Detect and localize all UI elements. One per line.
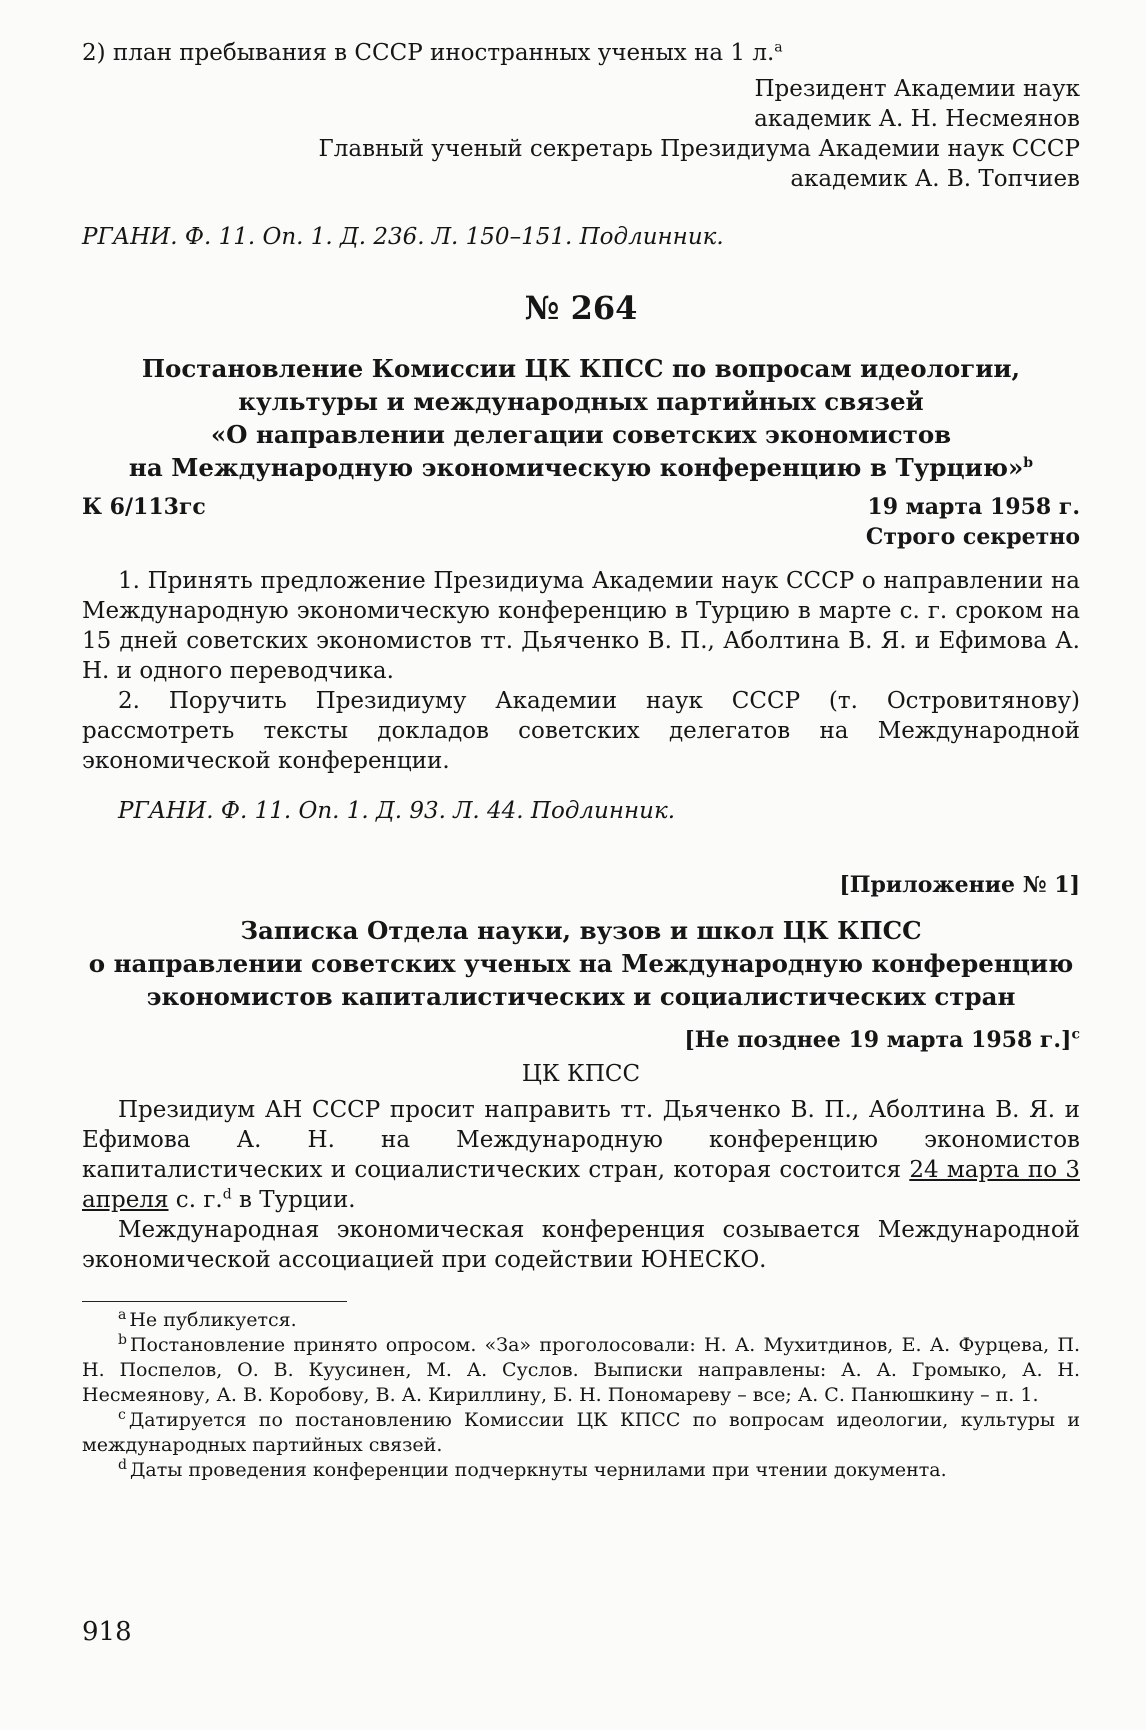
title-line: культуры и международных партийных связей — [238, 387, 924, 416]
underlined-dates: 24 марта по 3 апреля — [82, 1157, 1080, 1213]
resolution-paragraph: 1. Принять предложение Президиума Академии наук СССР о направлении на Международную экономическую конференцию в Турцию в марте с. г. сроком на 15 дней советских экономистов тт. Дьяченко В. П., Аболтина В. Я. и Ефимова А. Н. и одного переводчика. — [82, 568, 1080, 684]
title-line: «О направлении делегации советских экономистов — [210, 420, 952, 449]
signature-block-president — [82, 74, 1080, 134]
document-number: № 264 — [524, 289, 638, 327]
appendix-label: [Приложение № 1] — [839, 872, 1080, 898]
document-index: К 6/113гс — [82, 494, 206, 520]
footnote-mark-c: c — [1071, 1026, 1080, 1043]
footnotes — [82, 1308, 1080, 1483]
footnote — [82, 1458, 1080, 1483]
footnote-mark-a: a — [774, 39, 783, 56]
page-number: 918 — [82, 1617, 132, 1647]
title-line — [82, 451, 1080, 484]
footnote-mark-b: b — [1023, 454, 1034, 471]
footnote-mark-d: d — [222, 1186, 232, 1203]
classification-stamp: Строго секретно — [865, 524, 1080, 550]
title-line: Записка Отдела науки, вузов и школ ЦК КПСС — [240, 916, 922, 945]
paragraph-text: с. г. — [168, 1187, 223, 1213]
appendix-date — [82, 1025, 1080, 1055]
signature-title: Главный ученый секретарь Президиума Академии наук СССР — [318, 136, 1080, 162]
footnote-text: Датируется по постановлению Комиссии ЦК КПСС по вопросам идеологии, культуры и международных партийных связей. — [82, 1409, 1080, 1456]
footnote-text: Не публикуется. — [129, 1309, 297, 1331]
paragraph-text: Президиум АН СССР просит направить тт. Дьяченко В. П., Аболтина В. Я. и Ефимова А. Н. на Международную конференцию экономистов капиталистических и социалистических стран, которая состоится — [82, 1097, 1080, 1183]
footnote-marker: d — [118, 1456, 127, 1473]
footnote — [82, 1308, 1080, 1333]
document-meta — [82, 492, 1080, 552]
signature-name: академик А. В. Топчиев — [790, 166, 1080, 192]
footnote-divider — [82, 1301, 347, 1302]
page-content — [82, 38, 1080, 1483]
archive-source-reference: РГАНИ. Ф. 11. Оп. 1. Д. 236. Л. 150–151. Подлинник. — [82, 224, 724, 250]
appendix-date-text: [Не позднее 19 марта 1958 г.] — [684, 1027, 1072, 1053]
attachment-text: 2) план пребывания в СССР иностранных ученых на 1 л. — [82, 40, 775, 66]
footnote-marker: c — [118, 1406, 126, 1423]
resolution-body — [82, 566, 1080, 776]
attachment-line — [82, 38, 1080, 68]
addressee: ЦК КПСС — [521, 1061, 641, 1087]
footnote-marker: a — [118, 1306, 127, 1323]
footnote — [82, 1408, 1080, 1458]
footnote — [82, 1333, 1080, 1408]
appendix-paragraph — [82, 1095, 1080, 1215]
signature-title: Президент Академии наук — [754, 76, 1080, 102]
footnote-marker: b — [118, 1331, 127, 1348]
document-date: 19 марта 1958 г. — [867, 494, 1080, 520]
title-line-text: на Международную экономическую конференцию в Турцию» — [128, 453, 1024, 482]
resolution-paragraph: 2. Поручить Президиуму Академии наук СССР (т. Островитянову) рассмотреть тексты докладов советских делегатов на Международной экономической конференции. — [82, 688, 1080, 774]
signature-block-secretary — [82, 134, 1080, 194]
title-line: о направлении советских ученых на Международную конференцию — [88, 949, 1074, 978]
document-title — [82, 352, 1080, 484]
appendix-body — [82, 1095, 1080, 1275]
footnote-text: Постановление принято опросом. «За» проголосовали: Н. А. Мухитдинов, Е. А. Фурцева, П. Н. Поспелов, О. В. Куусинен, М. А. Суслов. Выписки направлены: А. А. Громыко, А. Н. Несмеянову, А. В. Коробову, В. А. Кириллину, Б. Н. Пономареву – все; А. С. Панюшкину – п. 1. — [82, 1334, 1080, 1406]
signature-name: академик А. Н. Несмеянов — [754, 106, 1080, 132]
appendix-title — [82, 914, 1080, 1013]
date-classification — [866, 492, 1080, 552]
paragraph-text: в Турции. — [231, 1187, 356, 1213]
footnote-text: Даты проведения конференции подчеркнуты чернилами при чтении документа. — [129, 1459, 947, 1481]
archive-source-reference: РГАНИ. Ф. 11. Оп. 1. Д. 93. Л. 44. Подлинник. — [118, 798, 676, 824]
title-line: экономистов капиталистических и социалистических стран — [146, 982, 1016, 1011]
appendix-paragraph: Международная экономическая конференция созывается Международной экономической ассоциацией при содействии ЮНЕСКО. — [82, 1217, 1080, 1273]
title-line: Постановление Комиссии ЦК КПСС по вопросам идеологии, — [141, 354, 1021, 383]
